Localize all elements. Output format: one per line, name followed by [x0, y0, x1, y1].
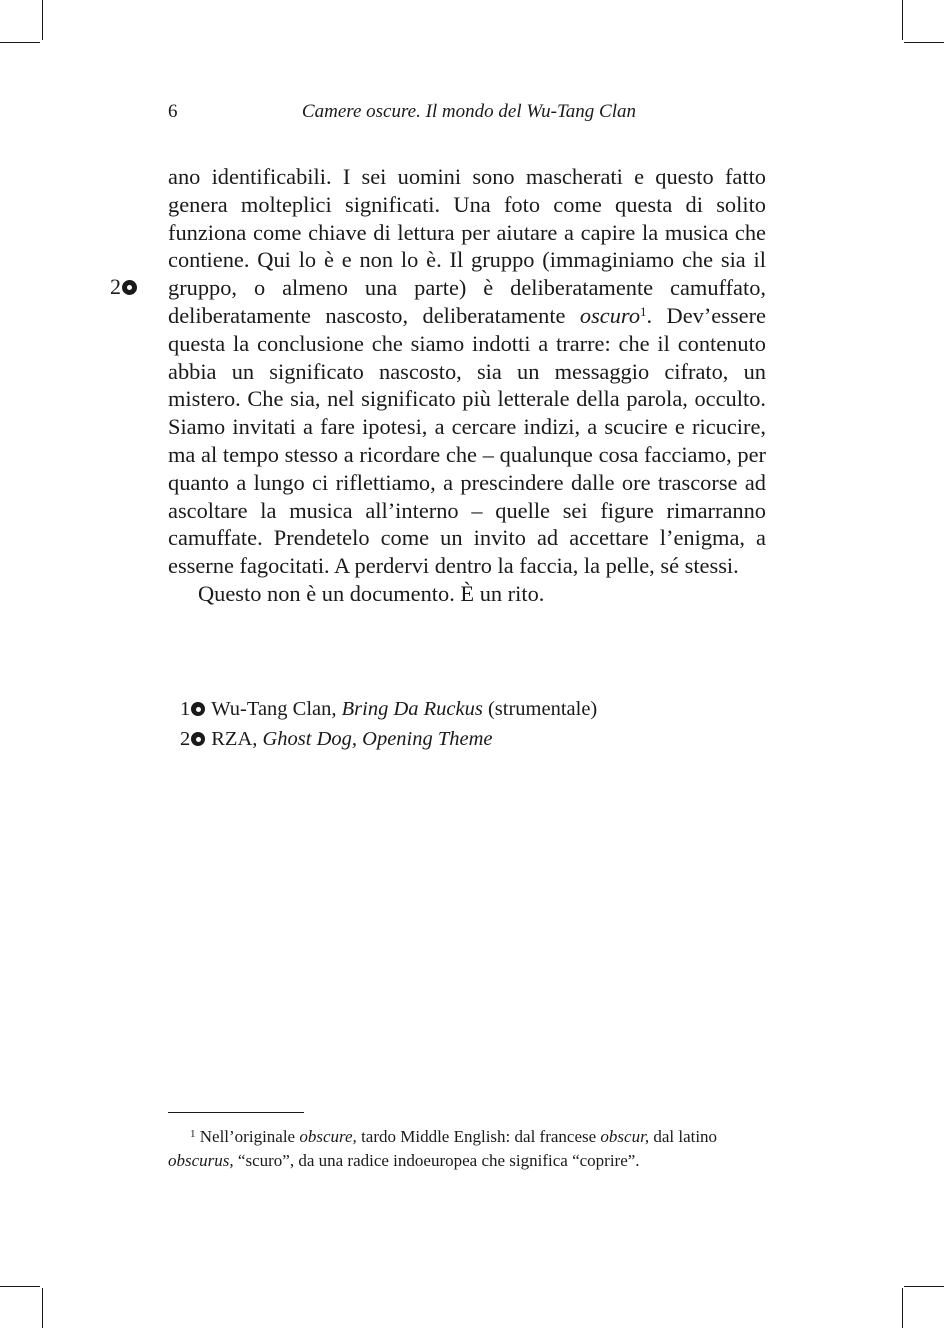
track-title: Ghost Dog, Opening Theme [262, 728, 493, 750]
margin-track-marker [110, 274, 137, 300]
paragraph-text: . Dev’essere questa la conclusione che siamo indotti a trarre: che il contenuto abbia un significato nascosto, sia un messaggio cifrato, un mistero. Che sia, nel significato più letterale della parola, occulto. Siamo invitati a fare ipotesi, a cercare indizi, a scucire e ricucire, ma al tempo stesso a ricordare che – qualunque cosa facciamo, per quanto a lungo ci riflettiamo, a prescindere dalle ore trascorse ad ascoltare la musica all’interno – quelle sei figure rimarranno camuffate. Prendetelo come un invito ad accettare l’enigma, a esserne fagocitati. A perdervi dentro la faccia, la pelle, sé stessi. [168, 302, 766, 579]
disc-icon [191, 732, 205, 746]
running-title: Camere oscure. Il mondo del Wu-Tang Clan [301, 101, 636, 122]
crop-mark [0, 42, 40, 43]
crop-mark [904, 1286, 944, 1287]
footnote-text: Nell’originale [199, 1127, 300, 1146]
footnote-reference[interactable]: 1 [640, 303, 647, 319]
track-list [180, 694, 597, 754]
track-artist: RZA, [211, 728, 258, 750]
paragraph-text: ano identificabili. I sei uomini sono mascherati e questo fatto genera molteplici significati. Una foto come questa di solito funziona come chiave di lettura per aiutare a capire la musica che contiene. Qui lo è e non lo è. Il gruppo (immaginiamo che sia il gruppo, o almeno una parte) è deliberatamente camuffato, deliberatamente nascosto, deliberatamente [168, 164, 766, 328]
crop-mark [904, 42, 944, 43]
footnote-italic: obscurus, [168, 1151, 234, 1170]
track-item [180, 724, 597, 754]
disc-icon [191, 702, 205, 716]
page-number: 6 [168, 101, 178, 122]
crop-mark [0, 1286, 40, 1287]
track-artist: Wu-Tang Clan, [211, 698, 337, 720]
track-title: Bring Da Ruckus [341, 698, 483, 720]
margin-track-number: 2 [110, 274, 121, 299]
footnote-text: tardo Middle English: dal francese [356, 1127, 601, 1146]
crop-mark [42, 0, 43, 40]
footnote-number: 1 [190, 1128, 196, 1140]
crop-mark [42, 1288, 43, 1328]
footnote-italic: obscure, [299, 1127, 357, 1146]
paragraph: Questo non è un documento. È un rito. [198, 580, 545, 606]
running-head [168, 101, 636, 129]
footnote-rule [168, 1112, 304, 1113]
disc-icon [122, 280, 137, 295]
crop-mark [902, 0, 903, 40]
footnote-text: “scuro”, da una radice indoeuropea che significa “coprire”. [233, 1151, 640, 1170]
footnote-italic: obscur, [600, 1127, 650, 1146]
track-number: 2 [180, 728, 191, 750]
crop-mark [902, 1288, 903, 1328]
body-text [168, 163, 766, 608]
track-number: 1 [180, 698, 191, 720]
italic-word: oscuro [579, 302, 641, 328]
footnote [168, 1125, 768, 1173]
footnote-text: dal latino [649, 1127, 718, 1146]
paragraph [168, 163, 766, 580]
track-item [180, 694, 597, 724]
track-note: (strumentale) [487, 698, 598, 720]
